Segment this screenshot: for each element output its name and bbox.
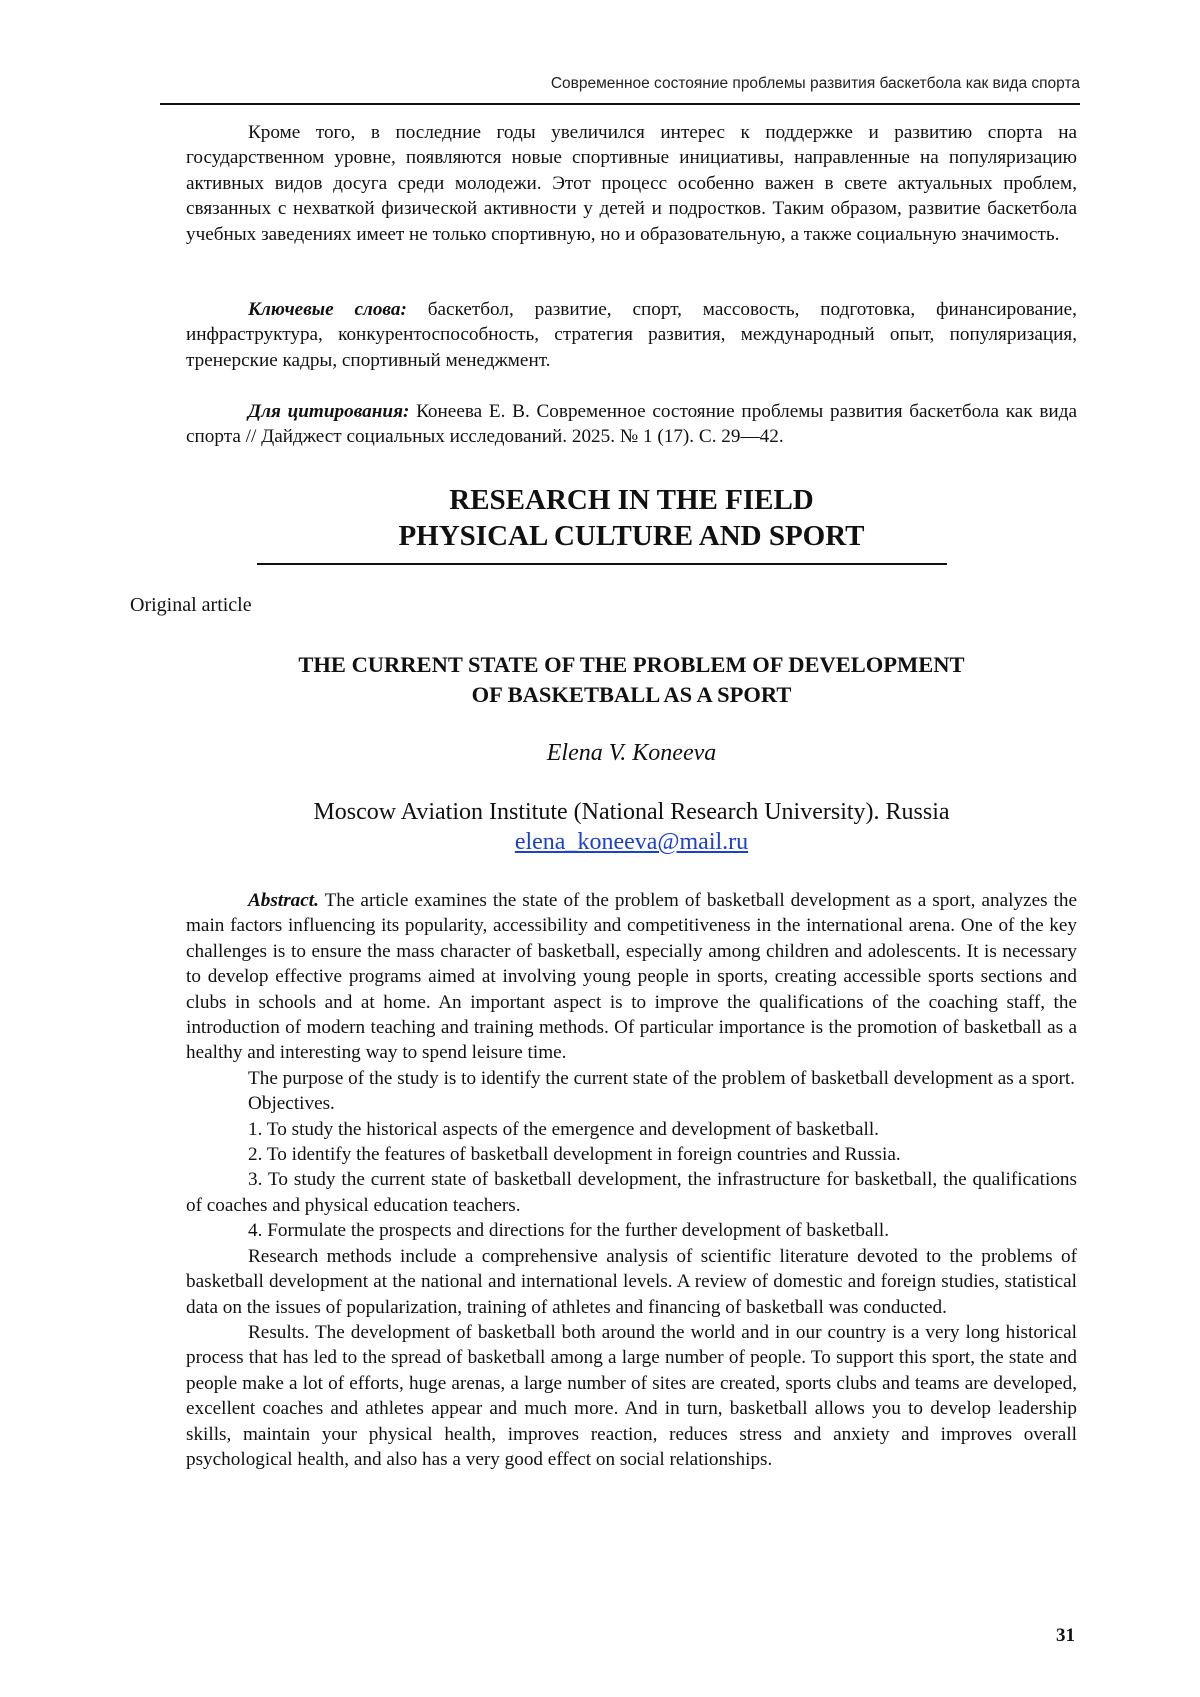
article-title-line-2: OF BASKETBALL AS A SPORT xyxy=(471,682,792,707)
article-title xyxy=(186,650,1077,710)
abstract-label: Abstract. xyxy=(248,890,319,911)
author-name: Elena V. Koneeva xyxy=(546,740,717,766)
methods-paragraph: Research methods include a comprehensive analysis of scientific literature devoted to the problems of basketball development at the national and international levels. A review of domestic and foreign studies, statistical data on the issues of popularization, training of athletes and financing of basketball was conducted. xyxy=(186,1245,1077,1318)
purpose-paragraph: The purpose of the study is to identify the current state of the problem of basketball development as a sport. xyxy=(248,1067,1075,1089)
keywords-label: Ключевые слова: xyxy=(248,299,407,320)
page-number: 31 xyxy=(1056,1625,1075,1646)
objective-item: 4. Formulate the prospects and directions for the further development of basketball. xyxy=(248,1220,889,1242)
section-divider xyxy=(257,563,947,565)
citation-text: Конеева Е. В. Современное состояние проблемы развития баскетбола как вида спорта // Дайджест социальных исследований. 2025. № 1 (17). С. 29—42. xyxy=(186,401,1077,448)
author-affiliation: Moscow Aviation Institute (National Research University). Russia xyxy=(313,799,950,825)
objective-item: 1. To study the historical aspects of the emergence and development of basketball. xyxy=(248,1118,879,1140)
article-type: Original article xyxy=(130,594,252,616)
english-abstract-block xyxy=(186,888,1077,1472)
citation-label: Для цитирования: xyxy=(248,401,410,422)
results-paragraph: Results. The development of basketball both around the world and in our country is a very long historical process that has led to the spread of basketball among a large number of people. To support this sport, the state and people make a lot of efforts, huge arenas, a large number of sites are created, sports clubs and teams are developed, excellent coaches and athletes appear and much more. And in turn, basketball allows you to develop leadership skills, maintain your physical health, improves reaction, reduces stress and anxiety and improves overall psychological health, and also has a very good effect on social relationships. xyxy=(186,1321,1077,1470)
russian-abstract-block xyxy=(186,120,1077,247)
objective-item: 2. To identify the features of basketball development in foreign countries and Russia. xyxy=(248,1144,901,1166)
objective-item: 3. To study the current state of basketball development, the infrastructure for basketball, the qualifications of coaches and physical education teachers. xyxy=(186,1169,1077,1216)
section-title-line-1: RESEARCH IN THE FIELD xyxy=(449,484,814,516)
author-email-wrap xyxy=(186,827,1077,857)
article-title-line-1: THE CURRENT STATE OF THE PROBLEM OF DEVELOPMENT xyxy=(298,652,965,677)
section-title xyxy=(186,482,1077,554)
author-email-link[interactable]: elena_koneeva@mail.ru xyxy=(514,829,749,855)
objectives-label: Objectives. xyxy=(248,1093,335,1115)
running-header: Современное состояние проблемы развития баскетбола как вида спорта xyxy=(550,75,1080,92)
section-title-line-2: PHYSICAL CULTURE AND SPORT xyxy=(398,520,865,552)
abstract-text: The article examines the state of the problem of basketball development as a sport, analyzes the main factors influencing its popularity, accessibility and competitiveness in the international arena. One of the key challenges is to ensure the mass character of basketball, especially among children and adolescents. It is necessary to develop effective programs aimed at involving young people in sports, creating accessible sports sections and clubs in schools and at home. An important aspect is to improve the qualifications of the coaching staff, the introduction of modern teaching and training methods. Of particular importance is the promotion of basketball as a healthy and interesting way to spend leisure time. xyxy=(186,890,1077,1064)
keywords-text: баскетбол, развитие, спорт, массовость, подготовка, финансирование, инфраструктура, конкурентоспособность, стратегия развития, международный опыт, популяризация, тренерские кадры, спортивный менеджмент. xyxy=(186,299,1077,371)
header-divider xyxy=(160,103,1080,105)
keywords-block xyxy=(186,297,1077,373)
russian-abstract-paragraph: Кроме того, в последние годы увеличился интерес к поддержке и развитию спорта на государственном уровне, появляются новые спортивные инициативы, направленные на популяризацию активных видов досуга среди молодежи. Этот процесс особенно важен в свете актуальных проблем, связанных с нехваткой физической активности у детей и подростков. Таким образом, развитие баскетбола учебных заведениях имеет не только спортивную, но и образовательную, а также социальную значимость. xyxy=(186,122,1077,245)
citation-block xyxy=(186,399,1077,450)
